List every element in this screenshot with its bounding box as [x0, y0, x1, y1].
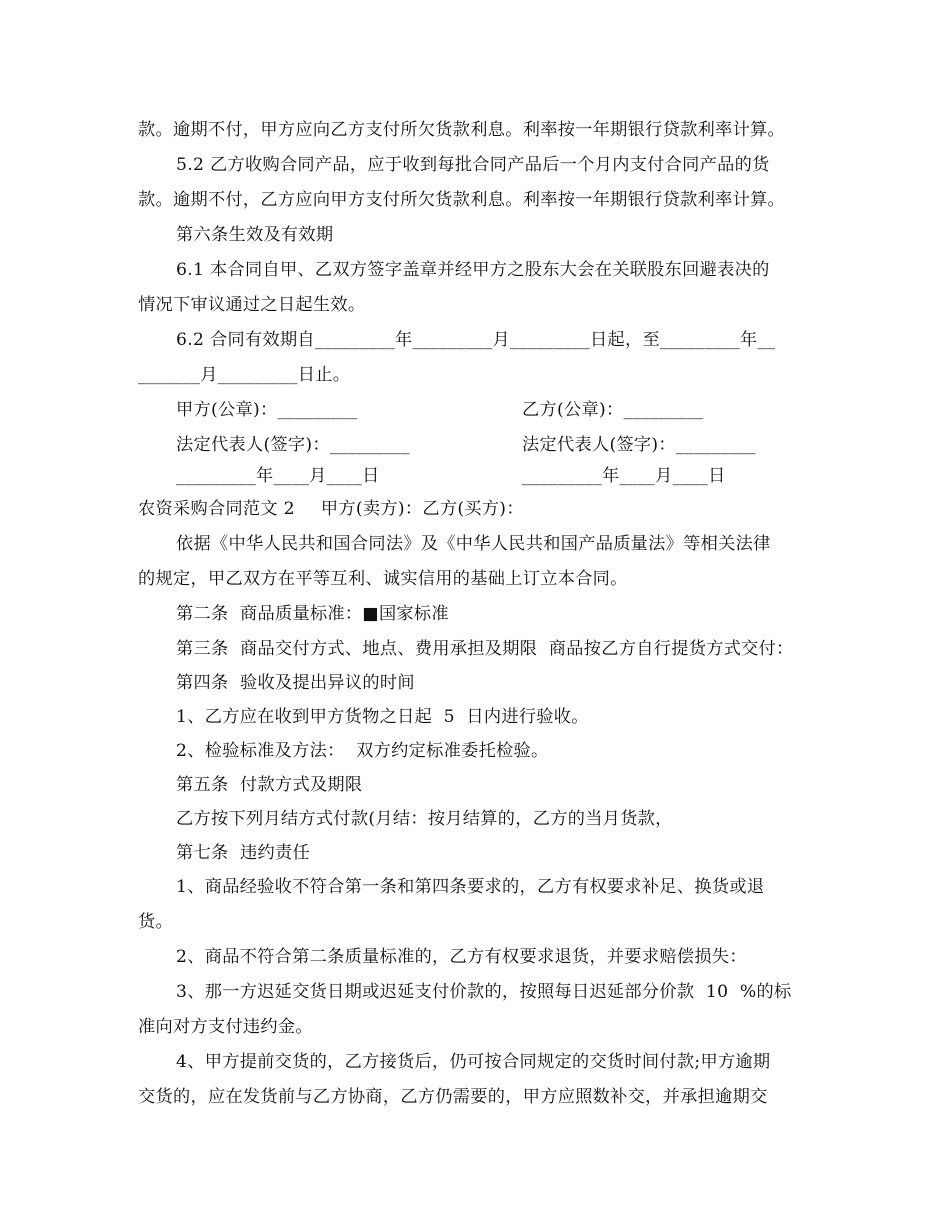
party-a-representative: 法定代表人(签字)：_________	[176, 435, 410, 455]
paragraph-line: 6.2 合同有效期自_________年_________月_________日起，至_________年__	[176, 330, 776, 350]
paragraph-line: 6.1 本合同自甲、乙双方签字盖章并经甲方之股东大会在关联股东回避表决的	[176, 260, 770, 280]
paragraph-line: _______月_________日止。	[138, 365, 351, 385]
paragraph-line: 的规定，甲乙双方在平等互利、诚实信用的基础上订立本合同。	[138, 569, 628, 589]
clause-line: 4、甲方提前交货的，乙方接货后，仍可按合同规定的交货时间付款;甲方逾期	[176, 1052, 771, 1072]
clause-line: 准向对方支付违约金。	[138, 1017, 313, 1037]
clause-line: 2、商品不符合第二条质量标准的，乙方有权要求退货，并要求赔偿损失：	[176, 947, 747, 967]
article-line: 第五条 付款方式及期限	[176, 775, 363, 795]
clause-line: 3、那一方迟延交货日期或迟延支付价款的，按照每日迟延部分价款 10 %的标	[176, 982, 792, 1002]
article-line: 第三条 商品交付方式、地点、费用承担及期限 商品按乙方自行提货方式交付：	[176, 639, 794, 659]
sample-title: 农资采购合同范文 2	[138, 499, 295, 519]
clause-line: 1、乙方应在收到甲方货物之日起 5 日内进行验收。	[176, 707, 589, 727]
party-a-seal: 甲方(公章)：_________	[176, 400, 358, 420]
clause-line: 货。	[138, 912, 173, 932]
paragraph-line: 情况下审议通过之日起生效。	[138, 295, 366, 315]
party-a-date: _________年____月____日	[176, 466, 380, 486]
paragraph-line: 款。逾期不付，甲方应向乙方支付所欠货款利息。利率按一年期银行贷款利率计算。	[138, 120, 786, 140]
clause-line: 1、商品经验收不符合第一条和第四条要求的，乙方有权要求补足、换货或退	[176, 877, 765, 897]
article-line: 第四条 验收及提出异议的时间	[176, 673, 415, 693]
sample-parties: 甲方(卖方)：乙方(买方)：	[320, 499, 524, 519]
section-heading: 第六条生效及有效期	[176, 225, 334, 245]
clause-line: 2、检验标准及方法： 双方约定标准委托检验。	[176, 741, 549, 761]
article-line: 第七条 违约责任	[176, 843, 310, 863]
sample-heading-line	[138, 498, 524, 520]
party-b-seal: 乙方(公章)：_________	[522, 400, 704, 420]
party-b-representative: 法定代表人(签字)：_________	[522, 435, 756, 455]
paragraph-line: 款。逾期不付，乙方应向甲方支付所欠货款利息。利率按一年期银行贷款利率计算。	[138, 190, 786, 210]
article-line: 第二条 商品质量标准：■国家标准	[176, 604, 449, 624]
paragraph-line: 5.2 乙方收购合同产品，应于收到每批合同产品后一个月内支付合同产品的货	[176, 155, 770, 175]
paragraph-line: 依据《中华人民共和国合同法》及《中华人民共和国产品质量法》等相关法律	[176, 534, 771, 554]
clause-line: 乙方按下列月结方式付款(月结：按月结算的，乙方的当月货款，	[176, 809, 673, 829]
clause-line: 交货的，应在发货前与乙方协商，乙方仍需要的，甲方应照数补交，并承担逾期交	[138, 1087, 768, 1107]
party-b-date: _________年____月____日	[522, 466, 726, 486]
